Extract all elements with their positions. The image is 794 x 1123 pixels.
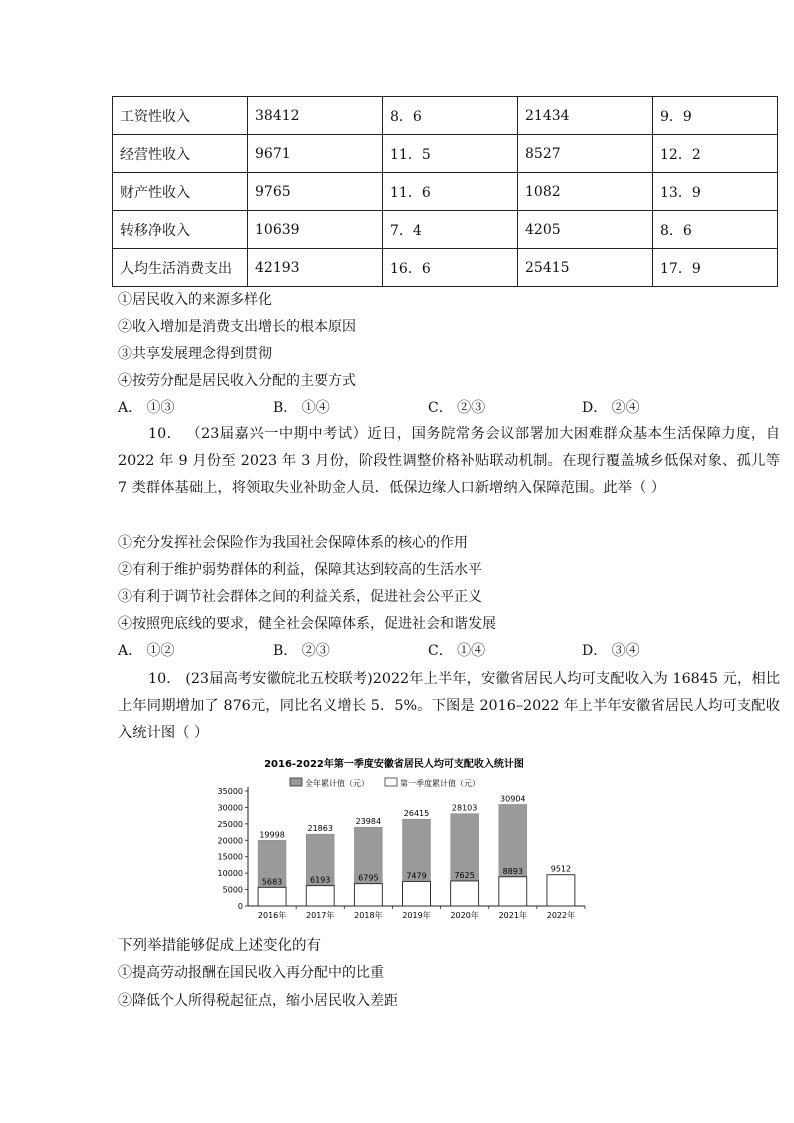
q10b-statement-1: ①提高劳动报酬在国民收入再分配中的比重	[118, 965, 384, 981]
table-cell: 1082	[518, 173, 653, 211]
q9-option-c[interactable]: C． ②③	[428, 400, 486, 416]
q9-statement-2: ②收入增加是消费支出增长的根本原因	[118, 319, 356, 335]
q10a-stem: 10． （23届嘉兴一中期中考试）近日，国务院常务会议部署加大困难群众基本生活保障力度，自 2022 年 9 月份至 2023 年 3 月份，阶段性调整价格补贴联动机制。在现行覆盖城乡低保对象、孤儿等 7 类群体基础上，将领取失业补助金人员．低保边缘人口新增纳入保障范围。此举（ ）	[118, 426, 780, 496]
table-row	[113, 173, 778, 211]
data-label-q1: 6193	[310, 875, 331, 885]
data-label-q1: 8893	[502, 866, 523, 876]
data-label-q1: 6795	[358, 873, 379, 883]
table-row	[113, 135, 778, 173]
x-tick-label: 2017年	[306, 911, 335, 920]
data-label-annual: 21863	[307, 824, 333, 834]
table-cell: 12．2	[653, 135, 778, 173]
q10b-followup: 下列举措能够促成上述变化的有	[118, 938, 321, 954]
income-table	[112, 96, 778, 287]
y-tick-label: 10000	[217, 869, 243, 879]
q10a-option-a[interactable]: A． ①②	[118, 643, 175, 659]
table-cell: 21434	[518, 97, 653, 135]
income-bar-chart	[200, 752, 600, 927]
table-cell: 7．4	[383, 211, 518, 249]
table-cell: 11．6	[383, 173, 518, 211]
data-label-q1: 9512	[550, 864, 572, 874]
x-tick-label: 2022年	[546, 911, 576, 920]
bar-q1	[354, 884, 382, 906]
y-tick-label: 25000	[217, 819, 243, 829]
table-cell: 10639	[248, 211, 383, 249]
y-tick-label: 0	[237, 902, 243, 911]
q9-option-a[interactable]: A． ①③	[118, 400, 175, 416]
y-tick-label: 30000	[217, 803, 243, 813]
table-cell: 42193	[248, 249, 383, 287]
table-cell: 9671	[248, 135, 383, 173]
bar-q1	[499, 877, 527, 906]
table-cell: 4205	[518, 211, 653, 249]
legend-label: 第一季度累计值（元）	[400, 779, 480, 788]
legend-swatch	[385, 778, 397, 786]
chart-legend	[290, 778, 480, 788]
y-tick-label: 20000	[217, 836, 243, 846]
x-tick-label: 2018年	[354, 911, 383, 920]
x-tick-label: 2016年	[257, 911, 287, 920]
chart-bars	[258, 794, 585, 920]
legend-swatch	[290, 778, 302, 786]
y-tick-label: 15000	[217, 852, 243, 862]
q9-statement-3: ③共享发展理念得到贯彻	[118, 346, 272, 362]
bar-q1	[403, 881, 431, 906]
q10a-statement-4: ④按照兜底线的要求，健全社会保障体系，促进社会和谐发展	[118, 616, 496, 632]
data-label-annual: 26415	[403, 809, 430, 819]
data-label-q1: 5683	[261, 877, 283, 887]
q10a-statement-3: ③有利于调节社会群体之间的利益关系，促进社会公平正义	[118, 589, 482, 605]
q9-option-b[interactable]: B． ①④	[273, 400, 330, 416]
x-tick-label: 2019年	[402, 911, 431, 920]
table-cell: 25415	[518, 249, 653, 287]
legend-label: 全年累计值（元）	[305, 779, 369, 788]
data-label-q1: 7625	[454, 870, 475, 880]
table-cell: 8527	[518, 135, 653, 173]
table-row	[113, 211, 778, 249]
q10b-statement-2: ②降低个人所得税起征点，缩小居民收入差距	[118, 993, 398, 1009]
data-label-annual: 28103	[451, 803, 478, 813]
table-row	[113, 249, 778, 287]
data-label-q1: 7479	[406, 871, 427, 881]
q10a-option-d[interactable]: D． ③④	[582, 643, 640, 659]
q10b-stem: 10． (23届高考安徽皖北五校联考)2022年上半年，安徽省居民人均可支配收入为 16845 元，相比上年同期增加了 876元，同比名义增长 5．5%。下图是 2016–2022 年上半年安徽省居民人均可支配收入统计图（ ）	[118, 671, 780, 741]
bar-q1	[451, 881, 479, 906]
q9-statement-1: ①居民收入的来源多样化	[118, 292, 272, 308]
q10a-statement-1: ①充分发挥社会保险作为我国社会保障体系的核心的作用	[118, 535, 468, 551]
q10a-statement-2: ②有利于维护弱势群体的利益，保障其达到较高的生活水平	[118, 562, 482, 578]
table-cell: 经营性收入	[113, 135, 248, 173]
x-tick-label: 2021年	[498, 911, 527, 920]
table-cell: 人均生活消费支出	[113, 249, 248, 287]
income-table-body	[113, 97, 778, 287]
table-cell: 8．6	[383, 97, 518, 135]
table-cell: 38412	[248, 97, 383, 135]
bar-q1	[306, 886, 334, 906]
q10a-option-b[interactable]: B． ②③	[273, 643, 330, 659]
table-cell: 9．9	[653, 97, 778, 135]
table-cell: 16．6	[383, 249, 518, 287]
table-cell: 财产性收入	[113, 173, 248, 211]
table-cell: 转移净收入	[113, 211, 248, 249]
q9-statement-4: ④按劳分配是居民收入分配的主要方式	[118, 373, 356, 389]
table-cell: 13．9	[653, 173, 778, 211]
table-cell: 17．9	[653, 249, 778, 287]
chart-title: 2016-2022年第一季度安徽省居民人均可支配收入统计图	[264, 759, 524, 770]
q9-option-d[interactable]: D． ②④	[582, 400, 640, 416]
table-cell: 8．6	[653, 211, 778, 249]
data-label-annual: 23984	[355, 817, 382, 827]
y-tick-label: 5000	[222, 885, 243, 895]
data-label-annual: 19998	[259, 830, 285, 840]
y-tick-label: 35000	[217, 787, 243, 796]
bar-q1	[547, 875, 575, 906]
table-cell: 9765	[248, 173, 383, 211]
data-label-annual: 30904	[500, 794, 526, 804]
table-cell: 工资性收入	[113, 97, 248, 135]
x-tick-label: 2020年	[450, 911, 479, 920]
table-row	[113, 97, 778, 135]
bar-q1	[258, 887, 286, 906]
table-cell: 11．5	[383, 135, 518, 173]
q10a-option-c[interactable]: C． ①④	[428, 643, 486, 659]
